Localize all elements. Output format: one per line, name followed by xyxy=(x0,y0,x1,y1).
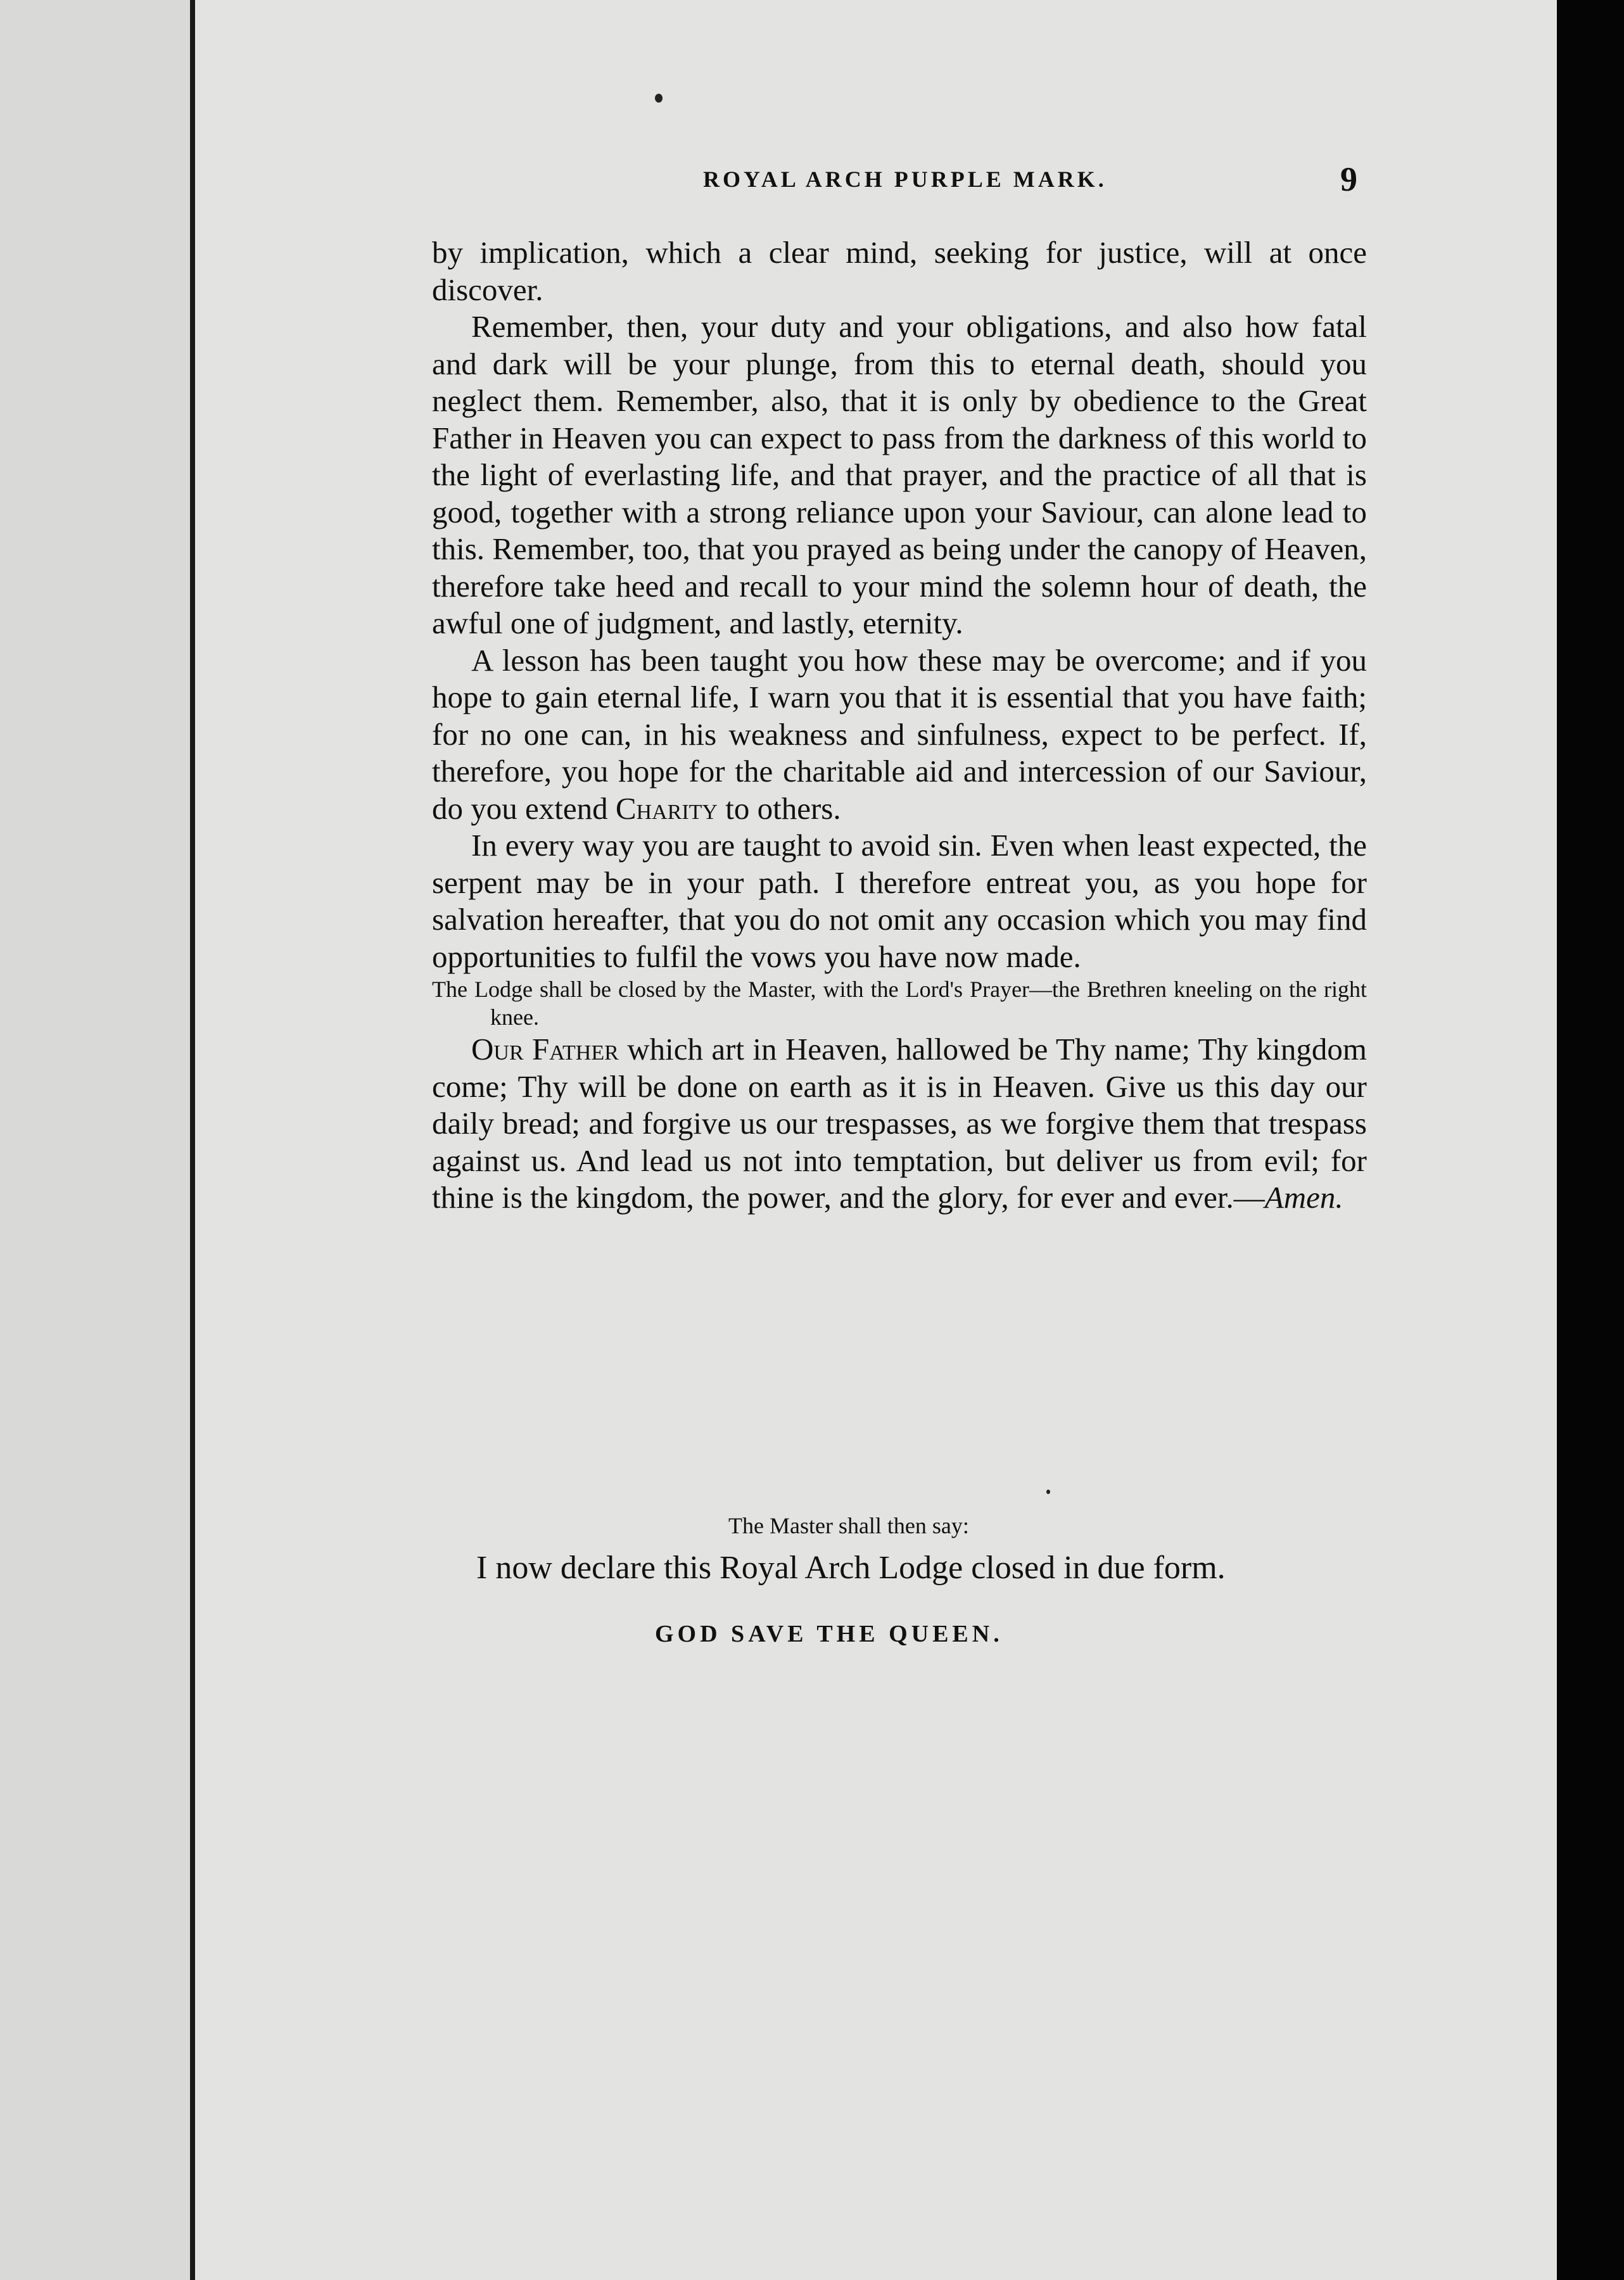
body-text xyxy=(432,234,1367,1217)
closing-motto: GOD SAVE THE QUEEN. xyxy=(655,1621,1003,1647)
rubric-note: The Lodge shall be closed by the Master, with the Lord's Prayer—the Brethren kneeling on the right knee. xyxy=(432,977,1367,1030)
closing-declaration: I now declare this Royal Arch Lodge closed in due form. xyxy=(476,1550,1226,1586)
paragraph: by implication, which a clear mind, seeking for justice, will at once discover. xyxy=(432,235,1367,307)
ink-speck xyxy=(1046,1490,1050,1494)
running-head: ROYAL ARCH PURPLE MARK. xyxy=(703,167,1107,192)
left-page-margin xyxy=(0,0,195,2280)
charity-word: Charity xyxy=(615,790,718,826)
paragraph xyxy=(432,642,1367,828)
lords-prayer xyxy=(432,1031,1367,1217)
paragraph-text: to others. xyxy=(725,790,841,826)
scan-edge xyxy=(1557,0,1624,2280)
prayer-opening: Our Father xyxy=(471,1032,619,1067)
paragraph: In every way you are taught to avoid sin. Even when least expected, the serpent may be in your path. I therefore entreat you, as you hope for salvation hereafter, that you do not omit any occasion which you may find opportunities to fulfil the vows you have now made. xyxy=(432,828,1367,974)
prayer-text: which art in Heaven, hallowed be Thy name; Thy kingdom come; Thy will be done on earth as it is in Heaven. Give us this day our daily bread; and forgive us our trespasses, as we forgive them that trespass against us. And lead us not into temptation, but deliver us from evil; for thine is the kingdom, the power, and the glory, for ever and ever.— xyxy=(432,1032,1367,1215)
ink-speck xyxy=(655,94,663,103)
paragraph: Remember, then, your duty and your obligations, and also how fatal and dark will be your plunge, from this to eternal death, should you neglect them. Remember, also, that it is only by obedience to the Great Father in Heaven you can expect to pass from the darkness of this world to the light of everlasting life, and that prayer, and the practice of all that is good, together with a strong reliance upon your Saviour, can alone lead to this. Remember, too, that you prayed as being under the canopy of Heaven, therefore take heed and recall to your mind the solemn hour of death, the awful one of judgment, and lastly, eternity. xyxy=(432,309,1367,640)
master-instruction: The Master shall then say: xyxy=(728,1513,969,1538)
paragraph-text: A lesson has been taught you how these may be overcome; and if you hope to gain eternal life, I warn you that it is essential that you have faith; for no one can, in his weakness and sinfulness, expect to be perfect. If, therefore, you hope for the charitable aid and intercession of our Saviour, do you extend xyxy=(432,642,1367,826)
page-number: 9 xyxy=(1340,160,1357,198)
prayer-amen: Amen. xyxy=(1264,1180,1343,1215)
